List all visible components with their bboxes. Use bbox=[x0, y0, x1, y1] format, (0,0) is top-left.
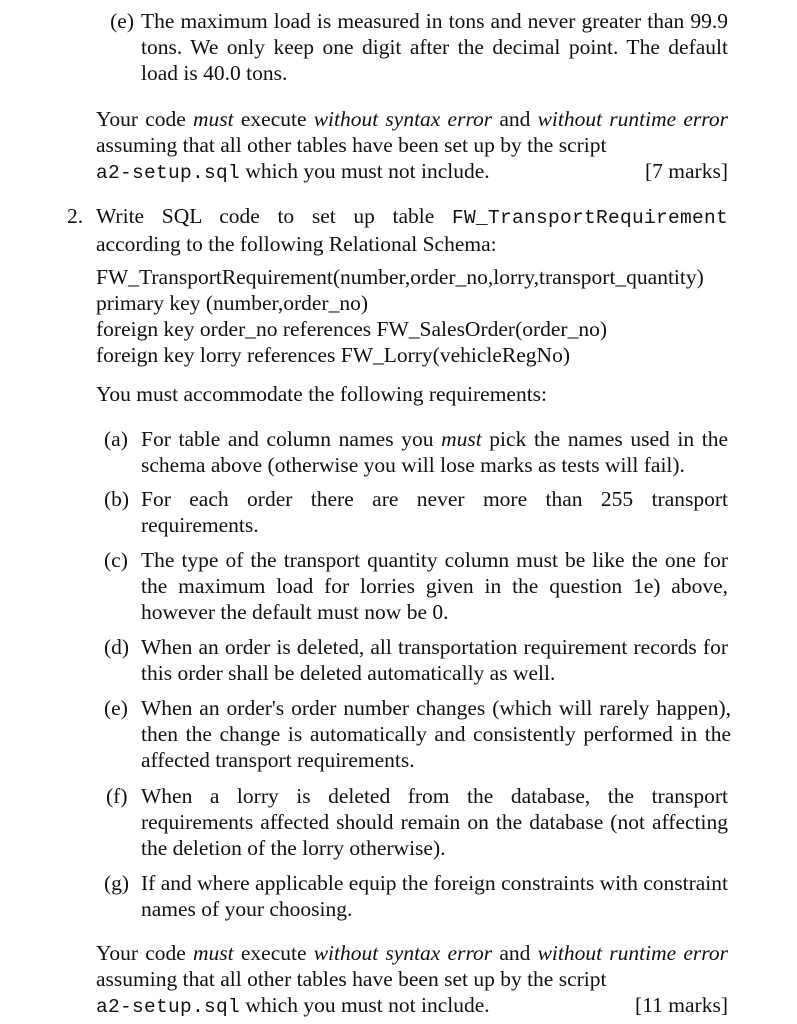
relational-schema bbox=[96, 264, 736, 368]
requirement-d-text: When an order is deleted, all transportation requirement records for this order shall be deleted automatically as well. bbox=[141, 635, 728, 685]
item-1e-text: The maximum load is measured in tons and never greater than 99.9 tons. We only keep one digit after the decimal point. The default load is 40.0 tons. bbox=[141, 9, 728, 85]
requirement-g-text: If and where applicable equip the foreign constraints with constraint names of your choosing. bbox=[141, 871, 728, 921]
code-requirement-paragraph-1: Your code must execute without syntax error and without runtime error assuming that all other tables have been set up by the script bbox=[96, 107, 728, 157]
marks-q2: [11 marks] bbox=[635, 993, 728, 1017]
requirement-e-text: When an order's order number changes (which will rarely happen), then the change is automatically and consistently performed in the affected transport requirements. bbox=[141, 696, 731, 772]
question-2-number: 2. bbox=[67, 204, 84, 228]
schema-line: foreign key order_no references FW_SalesOrder(order_no) bbox=[96, 317, 608, 341]
schema-line: primary key (number,order_no) bbox=[96, 291, 368, 315]
item-1e-label: (e) bbox=[110, 9, 134, 33]
schema-line: FW_TransportRequirement(number,order_no,lorry,transport_quantity) bbox=[96, 265, 704, 289]
requirement-label: (e) bbox=[104, 696, 128, 720]
requirement-label: (f) bbox=[106, 784, 128, 808]
code-requirement-lastline-2: a2-setup.sql which you must not include. [11 marks] bbox=[96, 993, 728, 1018]
requirement-a-text: For table and column names you must pick the names used in the schema above (otherwise you will lose marks as tests will fail). bbox=[141, 427, 728, 477]
requirement-label: (a) bbox=[104, 427, 128, 451]
table-name: FW_TransportRequirement bbox=[451, 207, 728, 229]
requirements-intro: You must accommodate the following requirements: bbox=[96, 382, 548, 406]
question-2-intro: Write SQL code to set up table FW_TransportRequirement according to the following Relational Schema: bbox=[96, 204, 728, 256]
code-requirement-paragraph-2: Your code must execute without syntax error and without runtime error assuming that all other tables have been set up by the script bbox=[96, 941, 728, 991]
requirement-b-text: For each order there are never more than 255 transport requirements. bbox=[141, 487, 728, 537]
code-requirement-lastline-1: a2-setup.sql which you must not include. [7 marks] bbox=[96, 159, 728, 184]
requirement-label: (c) bbox=[104, 548, 128, 572]
setup-script-name: a2-setup.sql bbox=[96, 996, 241, 1018]
requirement-label: (d) bbox=[104, 635, 130, 659]
setup-script-name: a2-setup.sql bbox=[96, 162, 241, 184]
requirement-c-text: The type of the transport quantity column must be like the one for the maximum load for lorries given in the question 1e) above, however the default must now be 0. bbox=[141, 548, 728, 624]
requirement-label: (b) bbox=[104, 487, 130, 511]
schema-line: foreign key lorry references FW_Lorry(vehicleRegNo) bbox=[96, 343, 570, 367]
marks-q1: [7 marks] bbox=[645, 159, 728, 183]
requirement-label: (g) bbox=[104, 871, 130, 895]
requirement-f-text: When a lorry is deleted from the database, the transport requirements affected should remain on the database (not affecting the deletion of the lorry otherwise). bbox=[141, 784, 728, 860]
